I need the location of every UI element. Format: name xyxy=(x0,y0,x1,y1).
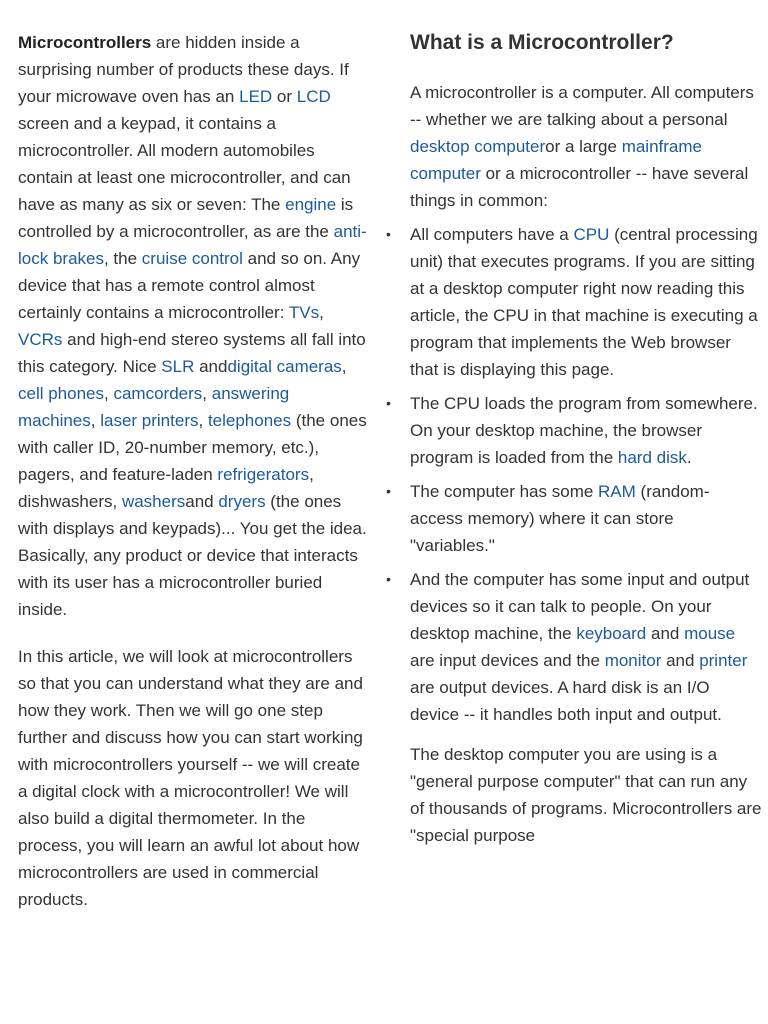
text: or a large xyxy=(545,137,622,156)
closing-paragraph: The desktop computer you are using is a "general purpose computer" that can run any of thousands of programs. Microcontrollers are "special purpose xyxy=(410,745,762,845)
text: (central processing unit) that executes programs. If you are sitting at a desktop computer right now reading this article, the CPU in that machine is executing a program that implements the Web browser that is displaying this page. xyxy=(410,225,758,379)
text: . xyxy=(686,448,692,467)
engine-link[interactable]: engine xyxy=(285,195,337,214)
mouse-link[interactable]: mouse xyxy=(684,624,736,643)
ram-link[interactable]: RAM xyxy=(598,482,636,501)
section-heading: What is a Microcontroller? xyxy=(410,31,674,54)
cruise-control-link[interactable]: cruise control xyxy=(141,249,243,268)
text: and high-end stereo systems all fall into this category. Nice xyxy=(18,330,366,376)
text: , xyxy=(104,384,114,403)
text: (random-access memory) where it can store "variables." xyxy=(410,482,710,555)
washers-link[interactable]: washers xyxy=(121,492,186,511)
definition-paragraph xyxy=(410,79,762,214)
text: A microcontroller is a computer. All computers -- whether we are talking about a personal xyxy=(410,83,754,129)
hard-disk-link[interactable]: hard disk xyxy=(617,448,687,467)
digital-cameras-link[interactable]: digital cameras xyxy=(227,357,342,376)
left-column xyxy=(18,29,370,913)
intro-paragraph xyxy=(18,29,370,623)
text: , xyxy=(319,303,324,322)
led-link[interactable]: LED xyxy=(239,87,273,106)
right-column xyxy=(386,29,762,849)
list-item xyxy=(386,390,762,471)
text: are hidden inside a surprising number of products these days. If your microwave oven has an xyxy=(18,33,349,106)
keyboard-link[interactable]: keyboard xyxy=(576,624,647,643)
mainframe-computer-link[interactable]: mainframe computer xyxy=(410,137,702,183)
text: and xyxy=(661,651,700,670)
dryers-link[interactable]: dryers xyxy=(218,492,266,511)
text: And the computer has some input and output devices so it can talk to people. On your desktop machine, the xyxy=(410,570,750,643)
anti-lock-brakes-link[interactable]: anti-lock brakes xyxy=(18,222,367,268)
answering-machines-link[interactable]: answering machines xyxy=(18,384,290,430)
text: , dishwashers, xyxy=(18,465,314,511)
laser-printers-link[interactable]: laser printers xyxy=(100,411,199,430)
text: and xyxy=(185,492,219,511)
tvs-link[interactable]: TVs xyxy=(288,303,320,322)
list-item xyxy=(386,221,762,383)
text: and xyxy=(194,357,228,376)
bullet-icon: • xyxy=(386,395,391,411)
text: or a microcontroller -- have several things in common: xyxy=(410,164,749,210)
text: , xyxy=(202,384,212,403)
bullet-icon: • xyxy=(386,226,391,242)
text: is controlled by a microcontroller, as are the xyxy=(18,195,354,241)
text: (the ones with displays and keypads)... You get the idea. Basically, any product or device that interacts with its user has a microcontroller buried inside. xyxy=(18,492,367,619)
text: The computer has some xyxy=(410,482,599,501)
text: are output devices. A hard disk is an I/O device -- it handles both input and output. xyxy=(410,678,722,724)
text: (the ones with caller ID, 20-number memory, etc.), pagers, and feature-laden xyxy=(18,411,367,484)
camcorders-link[interactable]: camcorders xyxy=(113,384,203,403)
text: , the xyxy=(103,249,142,268)
text: or xyxy=(272,87,297,106)
text: , xyxy=(198,411,208,430)
text: , xyxy=(341,357,347,376)
bullet-icon: • xyxy=(386,571,391,587)
list-item xyxy=(386,566,762,728)
text: , xyxy=(90,411,101,430)
text: are input devices and the xyxy=(410,651,605,670)
cpu-link[interactable]: CPU xyxy=(573,225,610,244)
slr-link[interactable]: SLR xyxy=(161,357,195,376)
text: and xyxy=(646,624,685,643)
article-overview-paragraph: In this article, we will look at microcontrollers so that you can understand what they are and how they work. Then we will go one step further and discuss how you can start working with microcontrollers yourself -- we will create a digital clock with a microcontroller! We will also build a digital thermometer. In the process, you will learn an awful lot about how microcontrollers are used in commercial products. xyxy=(18,647,363,909)
telephones-link[interactable]: telephones xyxy=(207,411,292,430)
text: All computers have a xyxy=(410,225,574,244)
printer-link[interactable]: printer xyxy=(699,651,748,670)
bullet-icon: • xyxy=(386,483,391,499)
common-features-list xyxy=(386,221,762,728)
microcontrollers-term: Microcontrollers xyxy=(18,33,152,52)
monitor-link[interactable]: monitor xyxy=(604,651,662,670)
vcrs-link[interactable]: VCRs xyxy=(18,330,63,349)
desktop-computer-link[interactable]: desktop computer xyxy=(410,137,546,156)
refrigerators-link[interactable]: refrigerators xyxy=(217,465,310,484)
list-item xyxy=(386,478,762,559)
text: The CPU loads the program from somewhere. On your desktop machine, the browser program is loaded from the xyxy=(410,394,758,467)
cell-phones-link[interactable]: cell phones xyxy=(18,384,105,403)
lcd-link[interactable]: LCD xyxy=(296,87,331,106)
text: screen and a keypad, it contains a microcontroller. All modern automobiles contain at least one microcontroller, and can have as many as six or seven: The xyxy=(18,114,351,214)
text: and so on. Any device that has a remote control almost certainly contains a microcontroller: xyxy=(18,249,361,322)
